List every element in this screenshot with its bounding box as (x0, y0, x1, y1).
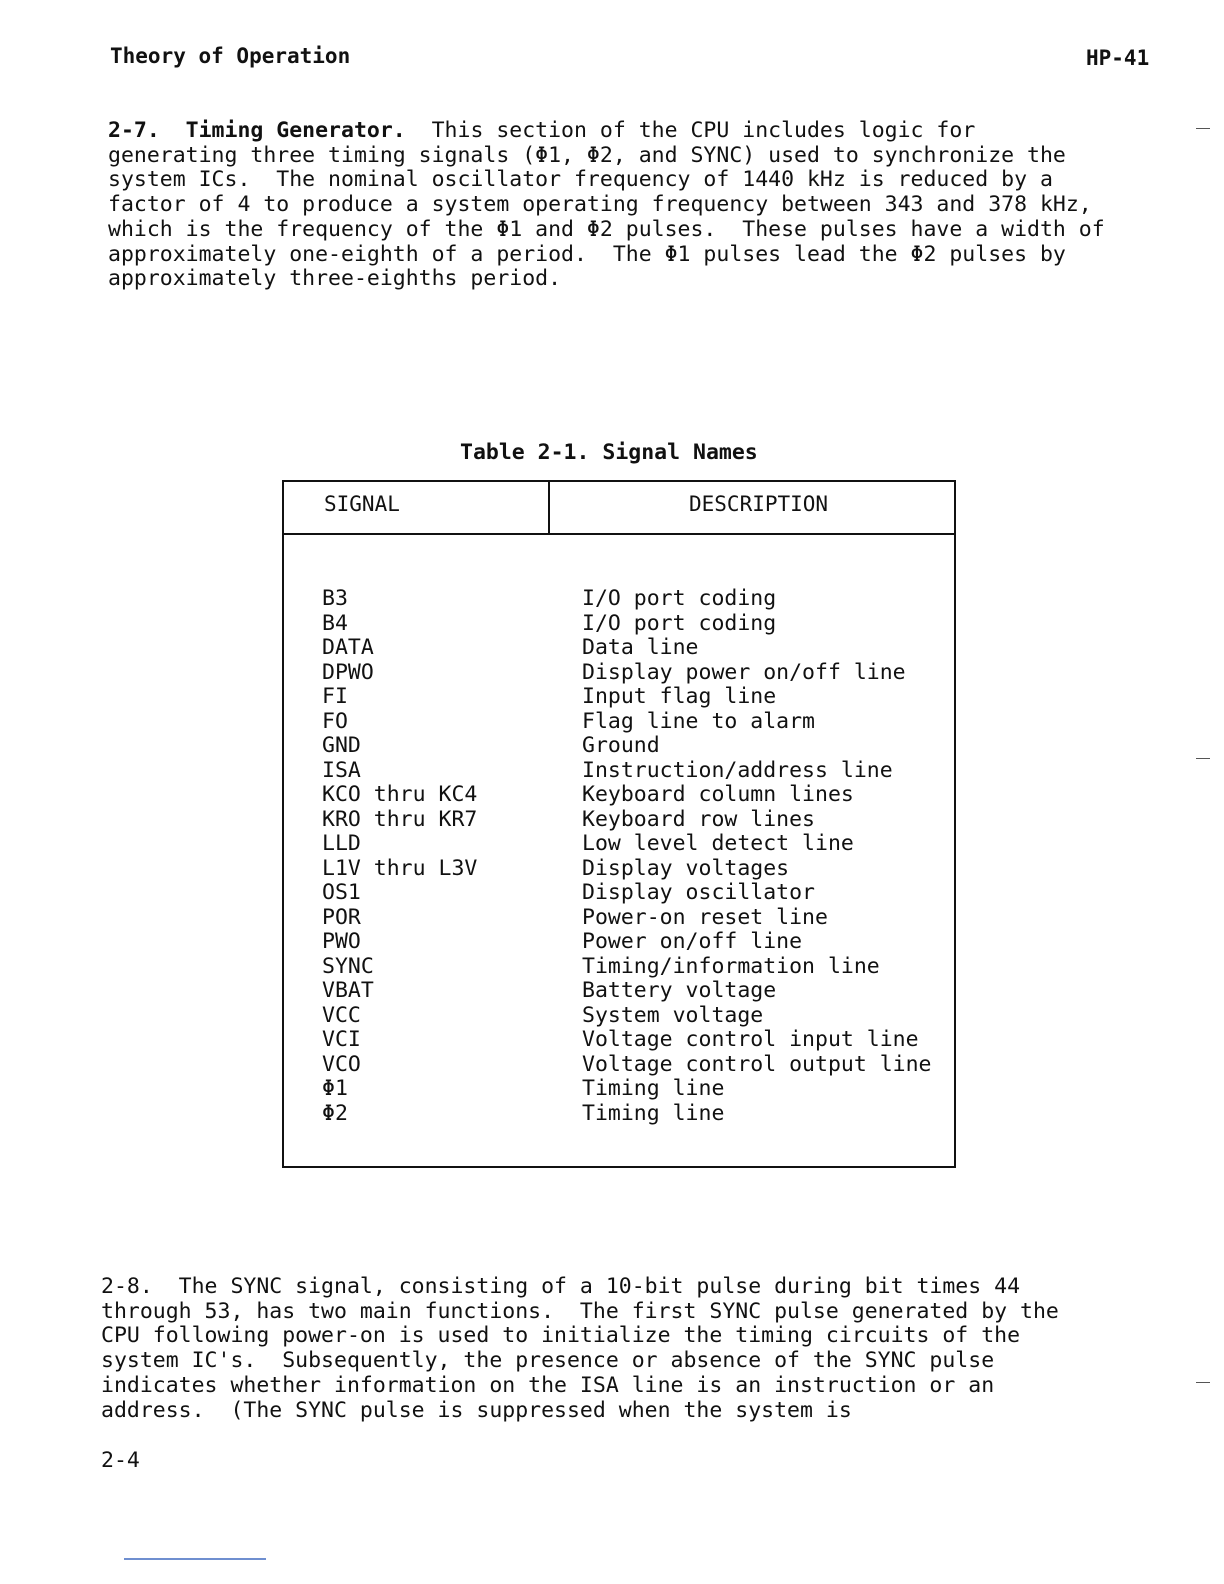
table-row (284, 930, 954, 955)
signal-cell: B3 (322, 586, 348, 611)
signal-cell: VCI (322, 1027, 361, 1052)
margin-mark (1196, 758, 1210, 759)
table-title: Table 2-1. Signal Names (460, 440, 758, 465)
footer-rule (124, 1558, 266, 1560)
description-cell: Power-on reset line (582, 904, 828, 930)
paragraph-2-7-text: This section of the CPU includes logic for generating three timing signals (Φ1, Φ2, and SYNC) used to synchronize the system ICs. The nominal oscillator frequency of 1440 kHz is reduced by a factor of 4 to produce a system operating frequency between 343 and 378 kHz, which is the frequency of the Φ1 and Φ2 pulses. These pulses have a width of approximately one-eighth of a period. The Φ1 pulses lead the Φ2 pulses by approximately three-eighths period. (108, 118, 1105, 292)
signal-cell: GND (322, 733, 361, 758)
signal-cell: VCC (322, 1002, 361, 1028)
signal-cell: FI (322, 684, 348, 709)
signal-cell: VBAT (322, 978, 374, 1003)
signal-cell: Φ1 (322, 1076, 348, 1101)
signal-cell: ISA (322, 757, 361, 783)
table-row (284, 759, 954, 784)
signal-cell: VCO (322, 1051, 361, 1077)
header-divider (548, 482, 550, 533)
signal-cell: PWO (322, 929, 361, 954)
description-cell: Low level detect line (582, 831, 854, 856)
table-row (284, 734, 954, 759)
margin-mark (1196, 128, 1210, 129)
running-header-title: Theory of Operation (110, 44, 351, 68)
table-row (284, 710, 954, 735)
description-cell: Keyboard column lines (582, 782, 854, 807)
description-cell: Input flag line (582, 684, 777, 709)
paragraph-2-7 (108, 119, 1168, 292)
description-cell: Voltage control input line (582, 1027, 919, 1052)
signal-cell: POR (322, 904, 361, 930)
running-header-model: HP-41 (1086, 46, 1150, 70)
description-cell: Timing line (582, 1100, 725, 1126)
table-body (284, 587, 954, 1126)
table-row (284, 685, 954, 710)
column-header-description: DESCRIPTION (689, 492, 829, 516)
signal-cell: SYNC (322, 953, 374, 979)
description-cell: Display oscillator (582, 880, 815, 905)
paragraph-2-8: 2-8. The SYNC signal, consisting of a 10-bit pulse during bit times 44 through 53, has two main functions. The first SYNC pulse generated by the CPU following power-on is used to initialize the timing circuits of the system IC's. Subsequently, the presence or absence of the SYNC pulse indicates whether information on the ISA line is an instruction or an address. (The SYNC pulse is suppressed when the system is (101, 1274, 1059, 1423)
description-cell: Ground (582, 733, 660, 758)
signal-cell: KCO thru KC4 (322, 782, 478, 807)
table-row (284, 612, 954, 637)
section-heading: 2-7. Timing Generator. (108, 118, 406, 143)
table-row (284, 832, 954, 857)
signal-cell: FO (322, 708, 348, 734)
table-header (284, 482, 954, 535)
table-row (284, 955, 954, 980)
description-cell: Display voltages (582, 855, 790, 881)
description-cell: Power on/off line (582, 929, 803, 954)
description-cell: Timing/information line (582, 953, 880, 979)
table-row (284, 661, 954, 686)
table-row (284, 783, 954, 808)
description-cell: Voltage control output line (582, 1051, 932, 1077)
description-cell: I/O port coding (582, 610, 777, 636)
table-row (284, 1102, 954, 1127)
signal-cell: Φ2 (322, 1100, 348, 1126)
column-header-signal: SIGNAL (324, 492, 400, 516)
signal-cell: B4 (322, 610, 348, 636)
description-cell: Keyboard row lines (582, 806, 815, 832)
signal-cell: L1V thru L3V (322, 855, 478, 881)
description-cell: Battery voltage (582, 978, 777, 1003)
table-row (284, 979, 954, 1004)
description-cell: Timing line (582, 1076, 725, 1101)
description-cell: Display power on/off line (582, 659, 906, 685)
table-row (284, 857, 954, 882)
description-cell: I/O port coding (582, 586, 777, 611)
table-row (284, 881, 954, 906)
signal-cell: KRO thru KR7 (322, 806, 478, 832)
table-row (284, 808, 954, 833)
table-row (284, 1004, 954, 1029)
description-cell: Flag line to alarm (582, 708, 815, 734)
table-row (284, 1053, 954, 1078)
table-row (284, 906, 954, 931)
table-row (284, 1028, 954, 1053)
signal-cell: OS1 (322, 880, 361, 905)
signal-cell: DATA (322, 635, 374, 660)
signal-cell: DPWO (322, 659, 374, 685)
page-number: 2-4 (101, 1448, 140, 1473)
signal-cell: LLD (322, 831, 361, 856)
table-row (284, 1077, 954, 1102)
description-cell: Instruction/address line (582, 757, 893, 783)
table-row (284, 636, 954, 661)
description-cell: Data line (582, 635, 699, 660)
margin-mark (1196, 1382, 1210, 1383)
signal-names-table (282, 480, 956, 1168)
description-cell: System voltage (582, 1002, 764, 1028)
table-row (284, 587, 954, 612)
